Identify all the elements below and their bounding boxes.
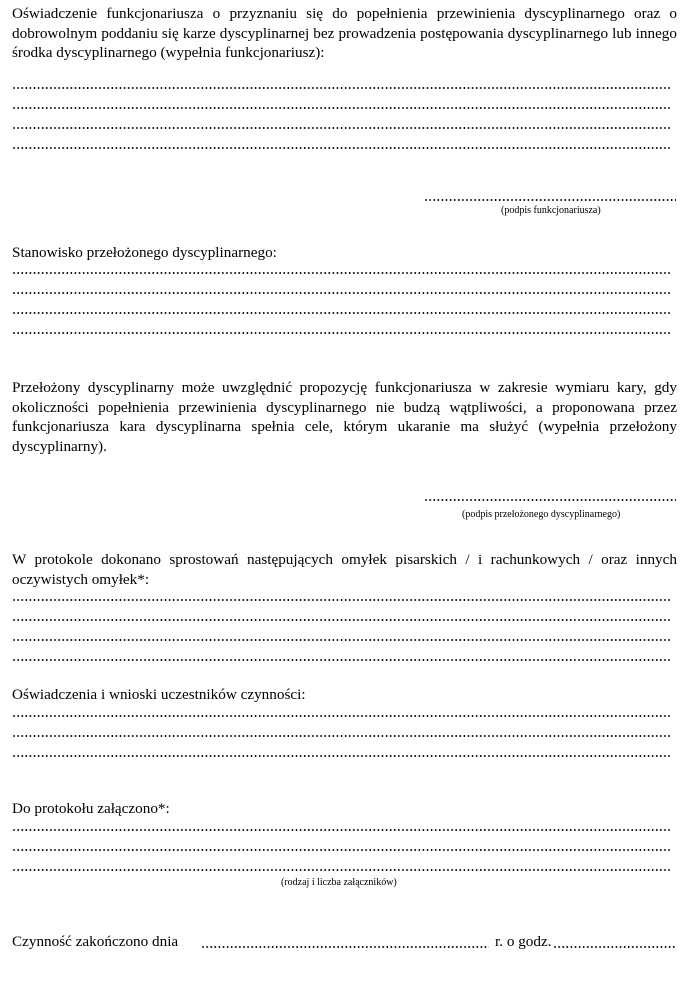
- closing-time-field[interactable]: [553, 945, 677, 949]
- attachments-caption: (rodzaj i liczba załączników): [281, 877, 397, 888]
- superior-position-line-4[interactable]: [12, 331, 672, 335]
- corrections-line-3[interactable]: [12, 638, 672, 642]
- superior-note-text: Przełożony dyscyplinarny może uwzględnić propozycję funkcjonariusza w zakresie wymiaru kary, gdy okoliczności popełnienia przewinienia dyscyplinarnego nie budzą wątpliwości, a proponowana przez funkcjonariusza kara dyscyplinarna spełnia cele, którym ukaranie ma służyć (wypełnia przełożony dyscyplinarny).: [12, 379, 677, 455]
- superior-position-heading: Stanowisko przełożonego dyscyplinarnego:: [12, 244, 277, 261]
- closing-date-label: Czynność zakończono dnia: [12, 933, 179, 950]
- officer-statement-line-1[interactable]: [12, 86, 672, 90]
- officer-statement-line-2[interactable]: [12, 106, 672, 110]
- attachments-line-2[interactable]: [12, 848, 672, 852]
- participants-line-1[interactable]: [12, 714, 672, 718]
- officer-statement-text: Oświadczenie funkcjonariusza o przyznaniu się do popełnienia przewinienia dyscyplinarnego oraz o dobrowolnym poddaniu się karze dyscyplinarnej bez prowadzenia postępowania dyscyplinarnego lub innego środka dyscyplinarnego (wypełnia funkcjonariusz):: [12, 5, 677, 61]
- participants-line-2[interactable]: [12, 734, 672, 738]
- corrections-line-4[interactable]: [12, 658, 672, 662]
- superior-position-line-2[interactable]: [12, 291, 672, 295]
- officer-signature-line[interactable]: [424, 198, 676, 202]
- officer-statement-line-4[interactable]: [12, 146, 672, 150]
- superior-signature-caption: (podpis przełożonego dyscyplinarnego): [462, 509, 621, 520]
- corrections-line-2[interactable]: [12, 618, 672, 622]
- superior-signature-line[interactable]: [424, 498, 676, 502]
- corrections-text: W protokole dokonano sprostowań następujących omyłek pisarskich / i rachunkowych / oraz innych oczywistych omyłek*:: [12, 551, 677, 588]
- attachments-heading: Do protokołu załączono*:: [12, 800, 170, 817]
- superior-position-line-1[interactable]: [12, 271, 672, 275]
- attachments-line-1[interactable]: [12, 828, 672, 832]
- corrections-line-1[interactable]: [12, 598, 672, 602]
- closing-line: [12, 932, 682, 954]
- superior-position-line-3[interactable]: [12, 311, 672, 315]
- participants-heading: Oświadczenia i wnioski uczestników czynności:: [12, 686, 306, 703]
- closing-date-field[interactable]: [201, 945, 489, 949]
- closing-time-label: r. o godz.: [495, 933, 552, 950]
- officer-statement-line-3[interactable]: [12, 126, 672, 130]
- attachments-line-3[interactable]: [12, 868, 672, 872]
- officer-signature-caption: (podpis funkcjonariusza): [501, 205, 601, 216]
- participants-line-3[interactable]: [12, 754, 672, 758]
